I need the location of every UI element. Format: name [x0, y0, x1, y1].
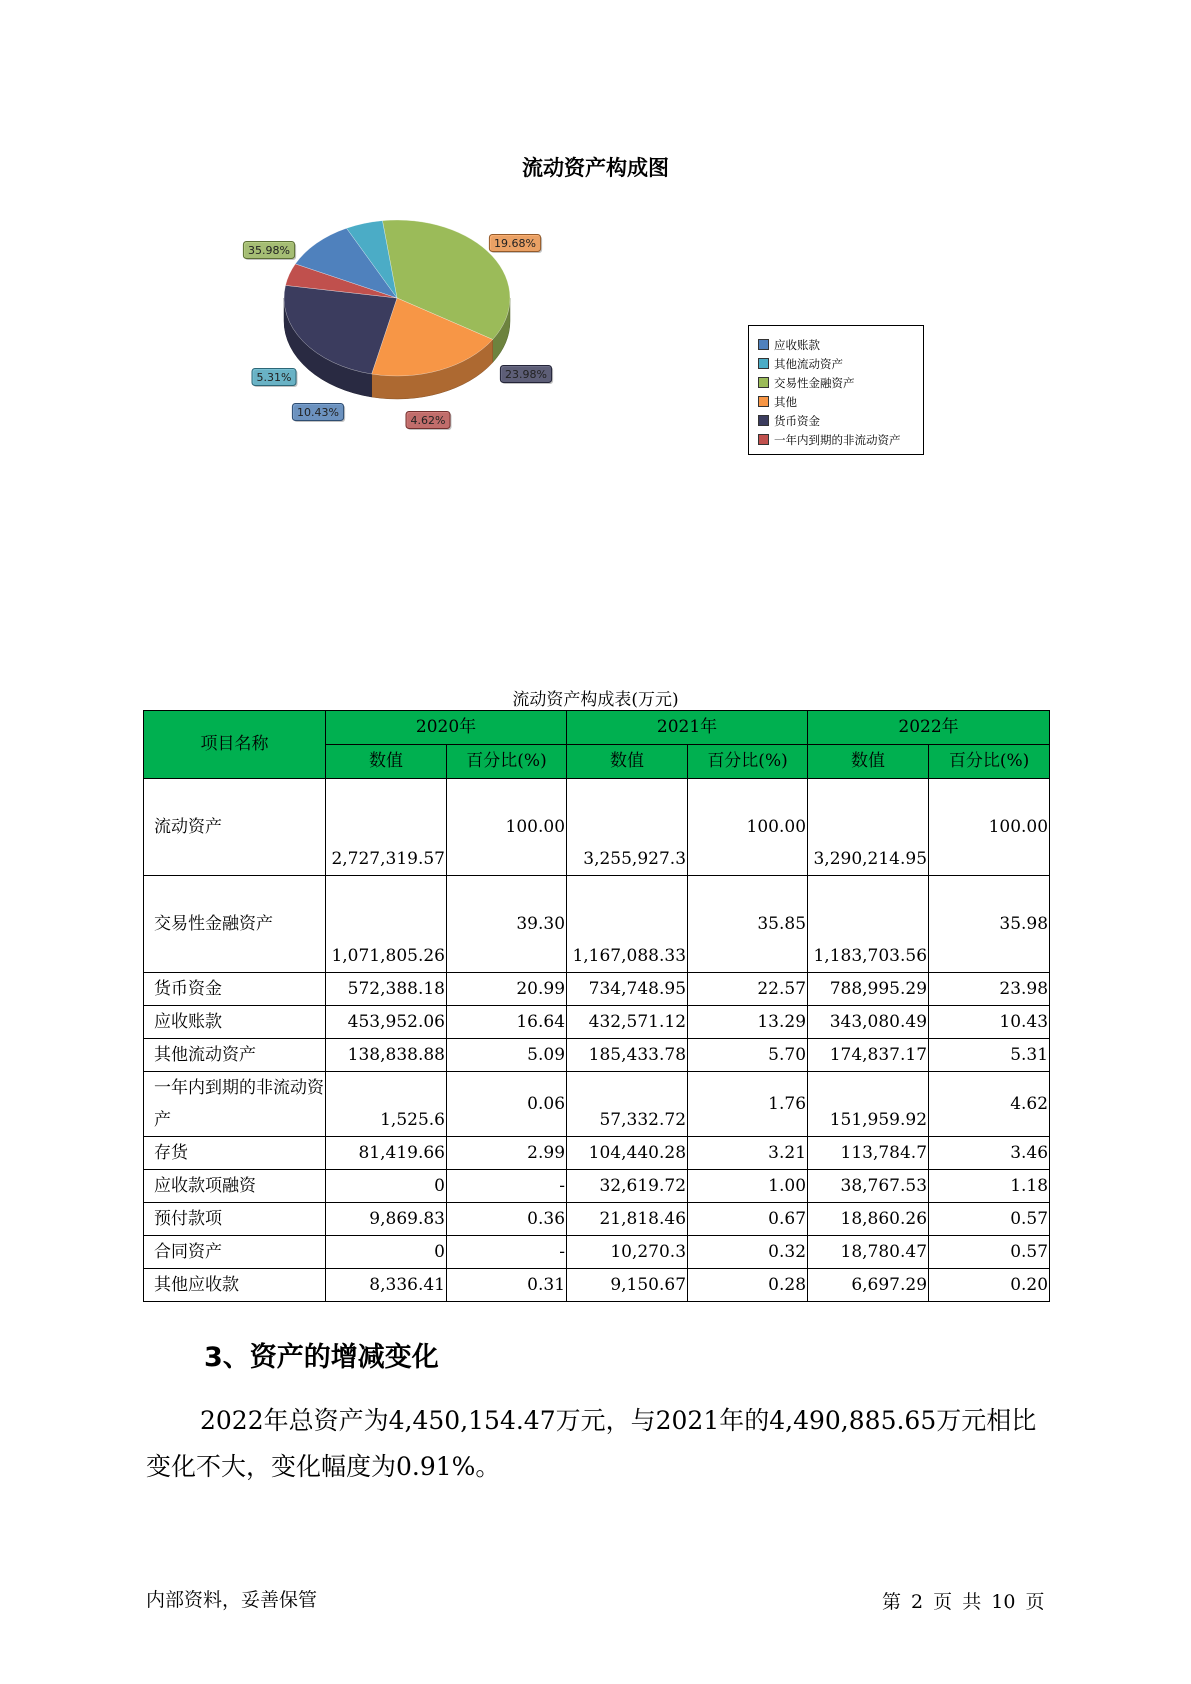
percent-cell: 0.57 [929, 1236, 1050, 1269]
percent-header: 百分比(%) [929, 745, 1050, 779]
percent-cell: 0.20 [929, 1269, 1050, 1302]
value-cell: 185,433.78 [567, 1039, 688, 1072]
legend-item [758, 392, 917, 411]
value-header: 数值 [326, 745, 447, 779]
row-label: 其他流动资产 [144, 1039, 326, 1072]
value-cell: 57,332.72 [567, 1072, 688, 1137]
section-paragraph: 2022年总资产为4,450,154.47万元，与2021年的4,490,885.65万元相比变化不大，变化幅度为0.91%。 [146, 1406, 1037, 1481]
data-label-一年内到期的非流动资产 [406, 412, 452, 431]
data-label-其他 [489, 235, 542, 254]
value-cell: 6,697.29 [808, 1269, 929, 1302]
value-cell: 1,183,703.56 [808, 876, 929, 973]
percent-cell: 1.76 [688, 1072, 808, 1137]
row-label: 预付款项 [144, 1203, 326, 1236]
percent-cell: 100.00 [447, 779, 567, 876]
value-cell: 453,952.06 [326, 1006, 447, 1039]
table-caption: 流动资产构成表(万元) [512, 690, 679, 710]
value-cell: 3,255,927.3 [567, 779, 688, 876]
value-cell: 9,150.67 [567, 1269, 688, 1302]
value-cell: 1,167,088.33 [567, 876, 688, 973]
chart-legend [748, 325, 924, 455]
svg-text:5.31%: 5.31% [256, 371, 292, 384]
data-label-其他流动资产 [252, 369, 298, 388]
row-label: 交易性金融资产 [144, 876, 326, 973]
value-cell: 174,837.17 [808, 1039, 929, 1072]
value-header: 数值 [567, 745, 688, 779]
percent-cell: 23.98 [929, 973, 1050, 1006]
table-row [144, 1137, 1050, 1170]
percent-cell: 3.21 [688, 1137, 808, 1170]
percent-cell: 0.28 [688, 1269, 808, 1302]
percent-cell: 20.99 [447, 973, 567, 1006]
table-row [144, 1006, 1050, 1039]
percent-cell: 35.85 [688, 876, 808, 973]
svg-text:19.68%: 19.68% [494, 237, 536, 250]
percent-cell: 0.67 [688, 1203, 808, 1236]
percent-cell: 100.00 [929, 779, 1050, 876]
table-row [144, 1072, 1050, 1137]
value-cell: 1,071,805.26 [326, 876, 447, 973]
percent-cell: 0.57 [929, 1203, 1050, 1236]
data-label-交易性金融资产 [243, 242, 296, 261]
row-label: 流动资产 [144, 779, 326, 876]
legend-swatch [758, 377, 769, 388]
year-header: 2020年 [326, 711, 567, 745]
value-cell: 32,619.72 [567, 1170, 688, 1203]
value-cell: 18,860.26 [808, 1203, 929, 1236]
percent-cell: 0.31 [447, 1269, 567, 1302]
value-cell: 0 [326, 1236, 447, 1269]
row-label: 其他应收款 [144, 1269, 326, 1302]
current-assets-table [143, 710, 1050, 1302]
row-label: 合同资产 [144, 1236, 326, 1269]
percent-cell: 1.18 [929, 1170, 1050, 1203]
chart-title: 流动资产构成图 [522, 156, 669, 180]
year-header: 2022年 [808, 711, 1050, 745]
legend-swatch [758, 415, 769, 426]
value-cell: 138,838.88 [326, 1039, 447, 1072]
percent-cell: 13.29 [688, 1006, 808, 1039]
row-label: 货币资金 [144, 973, 326, 1006]
table-row [144, 1170, 1050, 1203]
percent-header: 百分比(%) [688, 745, 808, 779]
legend-swatch [758, 358, 769, 369]
percent-cell: 100.00 [688, 779, 808, 876]
percent-cell: 22.57 [688, 973, 808, 1006]
footer-page-number: 第 2 页 共 10 页 [882, 1591, 1045, 1613]
legend-item [758, 373, 917, 392]
percent-cell: 5.70 [688, 1039, 808, 1072]
item-name-header: 项目名称 [144, 711, 326, 779]
table-row [144, 779, 1050, 876]
pie-chart [240, 220, 620, 480]
table-row [144, 973, 1050, 1006]
value-cell: 2,727,319.57 [326, 779, 447, 876]
legend-label: 其他 [774, 394, 797, 409]
value-cell: 151,959.92 [808, 1072, 929, 1137]
percent-cell: - [447, 1236, 567, 1269]
value-header: 数值 [808, 745, 929, 779]
legend-label: 其他流动资产 [774, 356, 843, 371]
footer-confidential-note: 内部资料，妥善保管 [146, 1589, 318, 1611]
table-row [144, 1236, 1050, 1269]
value-cell: 3,290,214.95 [808, 779, 929, 876]
value-cell: 21,818.46 [567, 1203, 688, 1236]
legend-label: 一年内到期的非流动资产 [774, 432, 901, 447]
value-cell: 1,525.6 [326, 1072, 447, 1137]
value-cell: 81,419.66 [326, 1137, 447, 1170]
value-cell: 38,767.53 [808, 1170, 929, 1203]
legend-item [758, 411, 917, 430]
value-cell: 572,388.18 [326, 973, 447, 1006]
percent-cell: - [447, 1170, 567, 1203]
legend-swatch [758, 396, 769, 407]
legend-item [758, 354, 917, 373]
table-row [144, 1203, 1050, 1236]
value-cell: 432,571.12 [567, 1006, 688, 1039]
percent-cell: 4.62 [929, 1072, 1050, 1137]
percent-header: 百分比(%) [447, 745, 567, 779]
svg-text:4.62%: 4.62% [410, 414, 446, 427]
percent-cell: 3.46 [929, 1137, 1050, 1170]
legend-item [758, 335, 917, 354]
svg-text:10.43%: 10.43% [297, 406, 339, 419]
percent-cell: 0.32 [688, 1236, 808, 1269]
percent-cell: 1.00 [688, 1170, 808, 1203]
value-cell: 104,440.28 [567, 1137, 688, 1170]
percent-cell: 39.30 [447, 876, 567, 973]
value-cell: 788,995.29 [808, 973, 929, 1006]
row-label: 一年内到期的非流动资产 [144, 1072, 326, 1137]
percent-cell: 35.98 [929, 876, 1050, 973]
table-row [144, 876, 1050, 973]
percent-cell: 10.43 [929, 1006, 1050, 1039]
value-cell: 0 [326, 1170, 447, 1203]
value-cell: 8,336.41 [326, 1269, 447, 1302]
percent-cell: 0.06 [447, 1072, 567, 1137]
value-cell: 10,270.3 [567, 1236, 688, 1269]
legend-label: 货币资金 [774, 413, 820, 428]
table-row [144, 1039, 1050, 1072]
legend-swatch [758, 339, 769, 350]
legend-item [758, 430, 917, 449]
value-cell: 343,080.49 [808, 1006, 929, 1039]
legend-label: 应收账款 [774, 337, 820, 352]
value-cell: 18,780.47 [808, 1236, 929, 1269]
percent-cell: 5.09 [447, 1039, 567, 1072]
value-cell: 734,748.95 [567, 973, 688, 1006]
data-label-应收账款 [292, 404, 345, 423]
percent-cell: 16.64 [447, 1006, 567, 1039]
row-label: 存货 [144, 1137, 326, 1170]
data-label-货币资金 [500, 366, 553, 385]
svg-text:35.98%: 35.98% [248, 244, 290, 257]
svg-text:23.98%: 23.98% [505, 368, 547, 381]
value-cell: 9,869.83 [326, 1203, 447, 1236]
legend-label: 交易性金融资产 [774, 375, 855, 390]
row-label: 应收账款 [144, 1006, 326, 1039]
percent-cell: 5.31 [929, 1039, 1050, 1072]
row-label: 应收款项融资 [144, 1170, 326, 1203]
percent-cell: 2.99 [447, 1137, 567, 1170]
legend-swatch [758, 434, 769, 445]
value-cell: 113,784.7 [808, 1137, 929, 1170]
section-heading: 3、资产的增减变化 [204, 1342, 439, 1373]
year-header: 2021年 [567, 711, 808, 745]
table-row [144, 1269, 1050, 1302]
percent-cell: 0.36 [447, 1203, 567, 1236]
